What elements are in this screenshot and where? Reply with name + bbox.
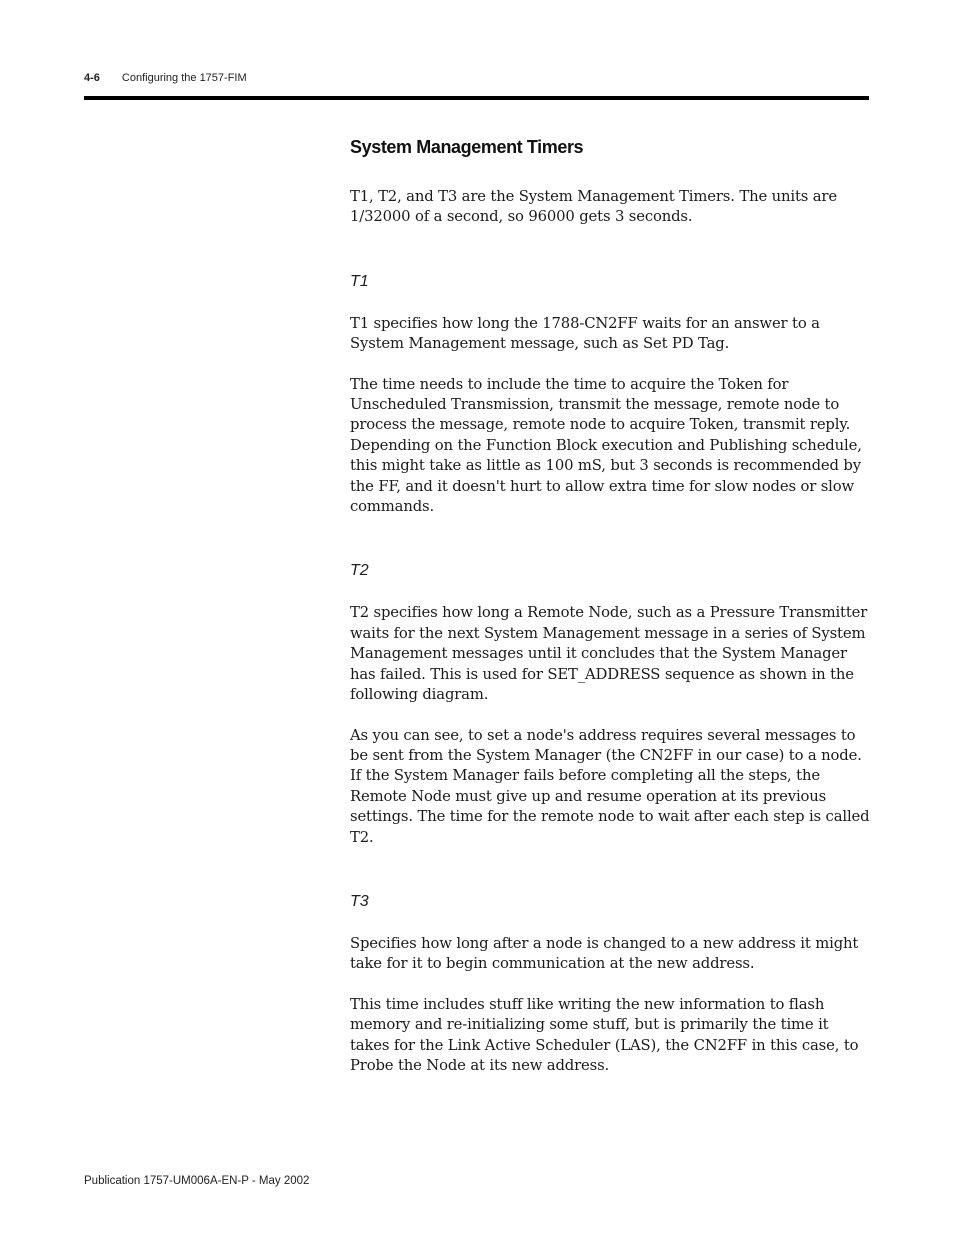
intro-paragraph: T1, T2, and T3 are the System Management Timers. The units are 1/32000 of a second, so 96000 gets 3 seconds. [350,188,837,226]
t1-paragraph-2: The time needs to include the time to acquire the Token for Unscheduled Transmission, transmit the message, remote node to process the message, remote node to acquire Token, transmit reply. Depending on the Function Block execution and Publishing schedule, this might take as little as 100 mS, but 3 seconds is recommended by the FF, and it doesn't hurt to allow extra time for slow nodes or slow commands. [350,375,862,516]
header-rule [84,96,869,100]
page-number: 4-6 [84,72,100,84]
t3-paragraph-1: Specifies how long after a node is changed to a new address it might take for it to begin communication at the new address. [350,934,859,973]
t2-paragraph-1: T2 specifies how long a Remote Node, such as a Pressure Transmitter waits for the next System Management message in a series of System Management messages until it concludes that the System Manager has failed. This is used for SET_ADDRESS sequence as shown in the following diagram. [350,604,868,704]
t1-paragraph-1: T1 specifies how long the 1788-CN2FF waits for an answer to a System Management message, such as Set PD Tag. [350,314,820,353]
t2-heading: T2 [350,562,369,580]
page-body [350,134,870,1076]
t1-heading: T1 [350,272,369,290]
publication-footer: Publication 1757-UM006A-EN-P - May 2002 [84,1175,310,1187]
t2-paragraph-2: As you can see, to set a node's address requires several messages to be sent from the System Manager (the CN2FF in our case) to a node. If the System Manager fails before completing all the steps, the Remote Node must give up and resume operation at its previous settings. The time for the remote node to wait after each step is called T2. [350,726,870,846]
section-title: System Management Timers [350,137,584,157]
running-header [84,72,247,84]
t3-paragraph-2: This time includes stuff like writing the new information to flash memory and re-initializing some stuff, but is primarily the time it takes for the Link Active Scheduler (LAS), the CN2FF in this case, to Probe the Node at its new address. [350,995,859,1074]
chapter-title: Configuring the 1757-FIM [121,72,247,84]
t3-heading: T3 [350,892,369,910]
